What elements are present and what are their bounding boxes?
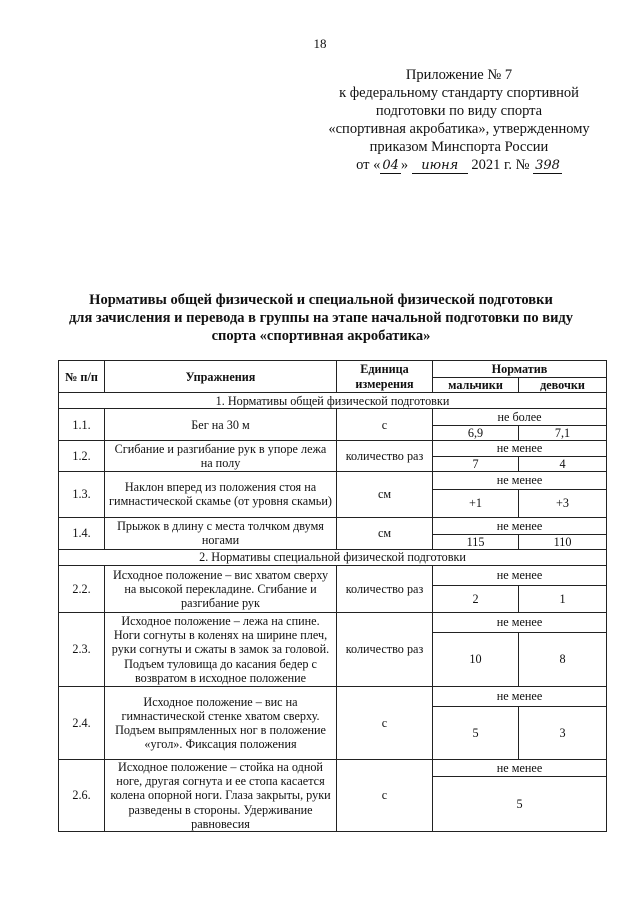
row-exercise: Наклон вперед из положения стоя на гимнастической скамье (от уровня скамьи) xyxy=(105,471,337,517)
row-unit: с xyxy=(337,760,433,832)
appendix-date-line xyxy=(300,156,618,174)
row-value-girls: 8 xyxy=(519,633,607,687)
row-value-girls: 7,1 xyxy=(519,426,607,441)
row-unit: количество раз xyxy=(337,613,433,687)
row-value-boys: +1 xyxy=(433,489,519,517)
row-value-boys: 2 xyxy=(433,586,519,613)
row-condition: не менее xyxy=(433,760,607,777)
row-value-boys: 10 xyxy=(433,633,519,687)
appendix-header xyxy=(300,66,618,174)
title-line: для зачисления и перевода в группы на этапе начальной подготовки по виду xyxy=(68,310,574,326)
appendix-line: подготовки по виду спорта xyxy=(375,103,543,119)
row-condition: не менее xyxy=(433,613,607,633)
row-unit: см xyxy=(337,517,433,549)
document-title xyxy=(56,291,586,345)
row-num: 1.4. xyxy=(59,517,105,549)
row-condition: не менее xyxy=(433,471,607,489)
date-mid: » xyxy=(400,157,409,173)
row-num: 1.3. xyxy=(59,471,105,517)
row-num: 1.2. xyxy=(59,441,105,471)
date-month: июня xyxy=(412,159,468,174)
row-value-boys: 5 xyxy=(433,707,519,760)
row-value-boys: 6,9 xyxy=(433,426,519,441)
row-value-girls: 3 xyxy=(519,707,607,760)
row-exercise: Исходное положение – лежа на спине. Ноги согнуты в коленях на ширине плеч, руки согнуты и сжаты в замок за головой. Подъем туловища до касания бедер с возвратом в исходное положение xyxy=(105,613,337,687)
row-value-boys: 115 xyxy=(433,534,519,549)
page-number: 18 xyxy=(313,36,327,51)
row-exercise: Исходное положение – вис хватом сверху на высокой перекладине. Сгибание и разгибание рук xyxy=(105,566,337,613)
row-unit: с xyxy=(337,409,433,441)
row-exercise: Исходное положение – вис на гимнастической стенке хватом сверху. Подъем выпрямленных ног в положение «угол». Фиксация положения xyxy=(105,687,337,760)
title-line: спорта «спортивная акробатика» xyxy=(211,328,431,344)
row-value-boys: 7 xyxy=(433,456,519,471)
header-unit: Единица измерения xyxy=(337,361,433,393)
order-number: 398 xyxy=(535,158,560,173)
row-condition: не менее xyxy=(433,566,607,586)
row-condition: не менее xyxy=(433,441,607,456)
section-title: 1. Нормативы общей физической подготовки xyxy=(59,393,607,409)
header-boys: мальчики xyxy=(433,378,519,393)
appendix-line: «спортивная акробатика», утвержденному xyxy=(328,121,590,137)
title-line: Нормативы общей физической и специальной физической подготовки xyxy=(89,292,553,308)
row-condition: не менее xyxy=(433,517,607,534)
row-num: 2.2. xyxy=(59,566,105,613)
date-year: 2021 г. № xyxy=(471,157,530,173)
header-girls: девочки xyxy=(519,378,607,393)
row-exercise: Исходное положение – стойка на одной ноге, другая согнута и ее стопа касается колена опорной ноги. Глаза закрыты, руки разведены в стороны. Удерживание равновесия xyxy=(105,760,337,832)
date-day: 04 xyxy=(382,158,399,173)
row-value-girls: +3 xyxy=(519,489,607,517)
row-unit: количество раз xyxy=(337,566,433,613)
header-norm: Норматив xyxy=(433,361,607,378)
appendix-line: приказом Минспорта России xyxy=(369,139,549,155)
row-value-girls: 4 xyxy=(519,456,607,471)
row-exercise: Прыжок в длину с места толчком двумя ногами xyxy=(105,517,337,549)
row-num: 2.6. xyxy=(59,760,105,832)
row-num: 2.3. xyxy=(59,613,105,687)
row-condition: не менее xyxy=(433,687,607,707)
row-condition: не более xyxy=(433,409,607,426)
row-unit: см xyxy=(337,471,433,517)
section-title: 2. Нормативы специальной физической подготовки xyxy=(59,550,607,566)
row-num: 2.4. xyxy=(59,687,105,760)
header-exercise: Упражнения xyxy=(105,361,337,393)
row-exercise: Сгибание и разгибание рук в упоре лежа на полу xyxy=(105,441,337,471)
appendix-line: к федеральному стандарту спортивной xyxy=(339,85,579,101)
row-unit: количество раз xyxy=(337,441,433,471)
header-num: № п/п xyxy=(59,361,105,393)
norms-table xyxy=(58,360,607,832)
date-prefix: от « xyxy=(356,157,381,173)
appendix-line: Приложение № 7 xyxy=(405,67,513,83)
row-value-girls: 110 xyxy=(519,534,607,549)
row-exercise: Бег на 30 м xyxy=(105,409,337,441)
row-num: 1.1. xyxy=(59,409,105,441)
row-value-both: 5 xyxy=(433,777,607,832)
row-unit: с xyxy=(337,687,433,760)
row-value-girls: 1 xyxy=(519,586,607,613)
